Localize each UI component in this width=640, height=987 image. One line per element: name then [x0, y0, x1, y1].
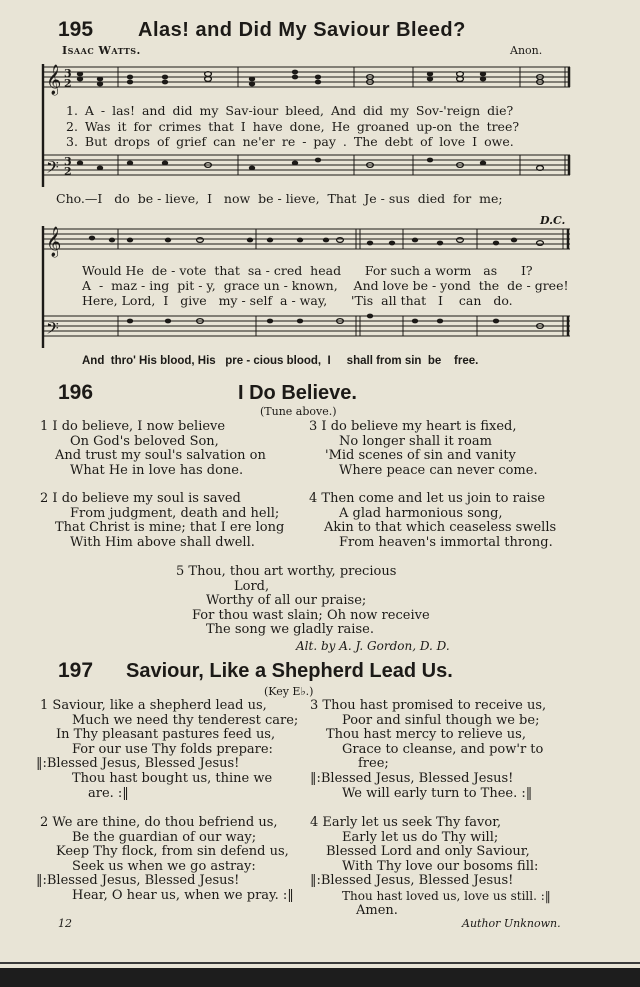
hymn-197-stanza-2: 2 We are thine, do thou befriend us, Be the guardian of our way; Keep Thy flock, from sin defend us, Seek us when we go astray: ‖:Blessed Jesus, Blessed Jesus! Hear, O hear us, when we pray. :‖ [36, 815, 294, 903]
hymn-196-stanza-1: 1 I do believe, I now believe On God's beloved Son, And trust my soul's salvation on What He in love has done. [40, 419, 266, 478]
hymn-195-composer: Anon. [510, 44, 543, 57]
verse3-lyric-line: 3. But drops of grief can ne'er re - pay . The debt of love I owe. [66, 134, 514, 149]
chorus-line-1: Cho.—I do be - lieve, I now be - lieve, That Je - sus died for me; [56, 191, 503, 206]
hymn-197-key: (Key E♭.) [264, 685, 314, 698]
hymn-196-stanza-2: 2 I do believe my soul is saved From judgment, death and hell; That Christ is mine; that I ere long With Him above shall dwell. [40, 491, 285, 550]
page-number: 12 [58, 917, 72, 930]
svg-text:3: 3 [64, 155, 72, 168]
hymn-195-number: 195 [58, 18, 94, 41]
verse1-lyric-line-2: Would He de - vote that sa - cred head For such a worm as I? [82, 263, 533, 278]
hymn-197-credit: Author Unknown. [462, 917, 561, 930]
hymn-196-tune-note: (Tune above.) [260, 405, 337, 418]
page-edge-line [0, 962, 640, 964]
hymn-197-stanza-4: 4 Early let us seek Thy favor, Early let us do Thy will; Blessed Lord and only Saviour, With Thy love our bosoms fill: ‖:Blessed Jesus, Blessed Jesus! Thou hast loved us, love us still. :‖ Amen. [310, 815, 551, 918]
svg-text:3: 3 [64, 67, 72, 80]
hymn-196-stanza-4: 4 Then come and let us join to raise A glad harmonious song, Akin to that which ceaseless swells From heaven's immortal throng. [309, 491, 557, 550]
svg-text:2: 2 [64, 77, 72, 90]
hymn-196-stanza-5: 5 Thou, thou art worthy, precious Lord, Worthy of all our praise; For thou wast slain; Oh now receive The song we gladly raise. [176, 564, 430, 638]
svg-text:2: 2 [64, 165, 72, 178]
hymn-196-number: 196 [58, 381, 94, 404]
verse2-lyric-line: 2. Was it for crimes that I have done, He groaned up-on the tree? [66, 119, 520, 134]
hymn-196-stanza-3: 3 I do believe my heart is fixed, No longer shall it roam 'Mid scenes of sin and vanity Where peace can never come. [309, 419, 538, 478]
da-capo-mark: D.C. [540, 214, 566, 227]
chorus-line-2: And thro' His blood, His pre - cious blood, I shall from sin be free. [82, 355, 479, 367]
hymn-195-author: Isaac Watts. [62, 44, 141, 57]
hymn-197-stanza-1: 1 Saviour, like a shepherd lead us, Much we need thy tenderest care; In Thy pleasant pastures feed us, For our use Thy folds prepare: ‖:Blessed Jesus, Blessed Jesus! Thou hast bought us, thine we are. :‖ [36, 698, 299, 801]
hymn-197-number: 197 [58, 659, 94, 682]
hymn-197-title: Saviour, Like a Shepherd Lead Us. [126, 660, 453, 682]
svg-text:𝄞: 𝄞 [46, 227, 62, 257]
svg-text:𝄢: 𝄢 [46, 157, 59, 181]
verse3-lyric-line-2: Here, Lord, I give my - self a - way, 'Tis all that I can do. [82, 293, 513, 308]
hymn-197-stanza-3: 3 Thou hast promised to receive us, Poor and sinful though we be; Thou hast mercy to relieve us, Grace to cleanse, and pow'r to free; ‖:Blessed Jesus, Blessed Jesus! We will early turn to Thee. :‖ [310, 698, 547, 801]
verse2-lyric-line-2: A - maz - ing pit - y, grace un - known, And love be - yond the de - gree! [82, 278, 569, 293]
svg-text:𝄢: 𝄢 [46, 318, 59, 342]
verse1-lyric-line: 1. A - las! and did my Sav-iour bleed, And did my Sov-'reign die? [66, 103, 514, 118]
page-bottom-border [0, 968, 640, 987]
hymn-195-title: Alas! and Did My Saviour Bleed? [138, 19, 466, 41]
hymn-196-attribution: Alt. by A. J. Gordon, D. D. [296, 639, 450, 653]
hymn-196-title: I Do Believe. [238, 382, 357, 404]
svg-text:𝄞: 𝄞 [46, 65, 62, 95]
